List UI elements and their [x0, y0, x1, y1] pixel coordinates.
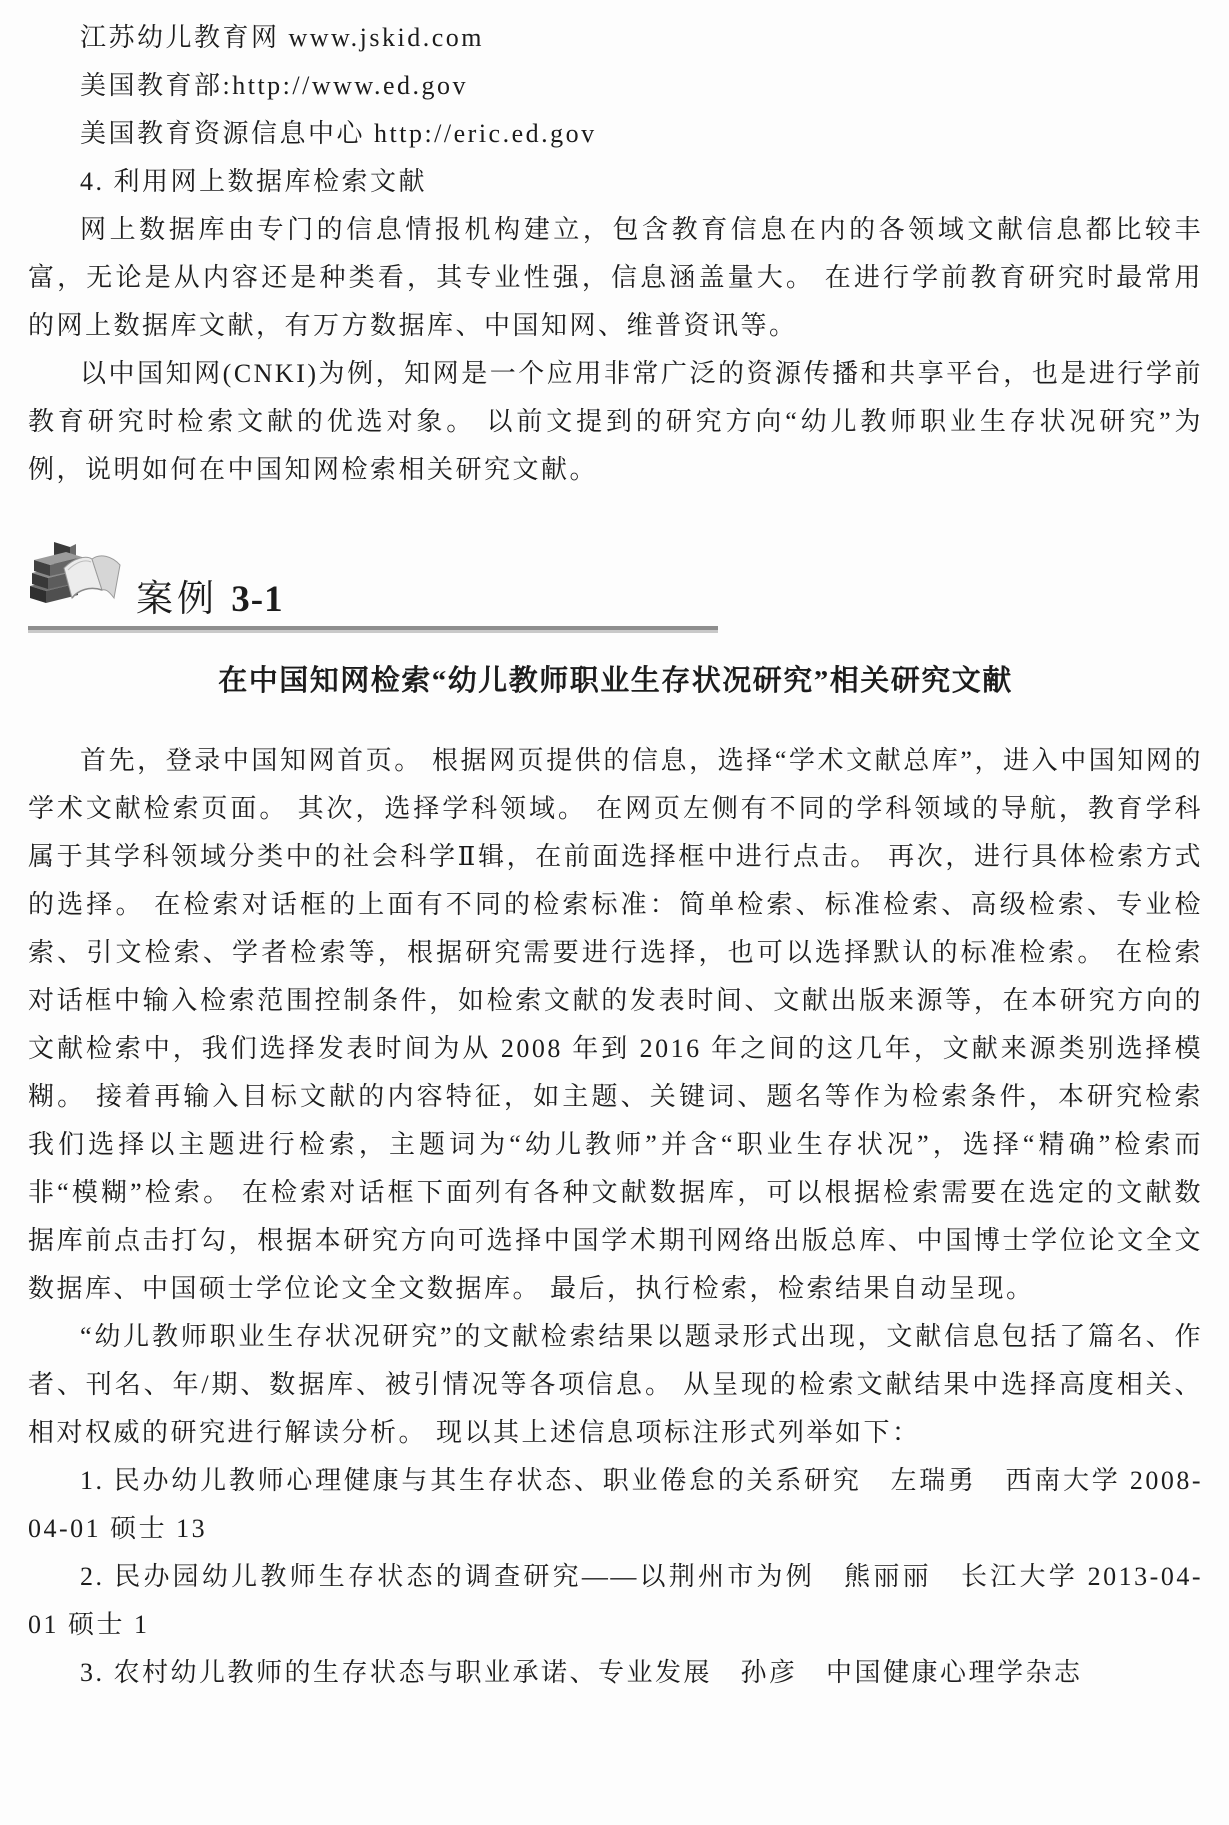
resource-link-line: 美国教育部:http://www.ed.gov: [80, 71, 469, 100]
case-divider-rule: [28, 626, 718, 633]
case-title: 在中国知网检索“幼儿教师职业生存状况研究”相关研究文献: [218, 665, 1013, 697]
case-paragraph: 首先，登录中国知网首页。 根据网页提供的信息，选择“学术文献总库”，进入中国知网的学术文献检索页面。 其次，选择学科领域。 在网页左侧有不同的学科领域的导航，教育学科属于其学科领域分类中的社会科学Ⅱ辑，在前面选择框中进行点击。 再次，进行具体检索方式的选择。 在检索对话框的上面有不同的检索标准：简单检索、标准检索、高级检索、专业检索、引文检索、学者检索等，根据研究需要进行选择，也可以选择默认的标准检索。 在检索对话框中输入检索范围控制条件，如检索文献的发表时间、文献出版来源等，在本研究方向的文献检索中，我们选择发表时间为从 2008 年到 2016 年之间的这几年，文献来源类别选择模糊。 接着再输入目标文献的内容特征，如主题、关键词、题名等作为检索条件，本研究检索我们选择以主题进行检索，主题词为“幼儿教师”并含“职业生存状况”，选择“精确”检索而非“模糊”检索。 在检索对话框下面列有各种文献数据库，可以根据检索需要在选定的文献数据库前点击打勾，根据本研究方向可选择中国学术期刊网络出版总库、中国博士学位论文全文数据库、中国硕士学位论文全文数据库。 最后，执行检索，检索结果自动呈现。: [28, 746, 1203, 1303]
section-paragraph: 网上数据库由专门的信息情报机构建立，包含教育信息在内的各领域文献信息都比较丰富，无论是从内容还是种类看，其专业性强，信息涵盖量大。 在进行学前教育研究时最常用的网上数据库文献，有万方数据库、中国知网、维普资讯等。: [28, 215, 1203, 340]
case-paragraph: “幼儿教师职业生存状况研究”的文献检索结果以题录形式出现，文献信息包括了篇名、作者、刊名、年/期、数据库、被引情况等各项信息。 从呈现的检索文献结果中选择高度相关、相对权威的研究进行解读分析。 现以其上述信息项标注形式列举如下：: [28, 1322, 1203, 1447]
books-icon: [28, 540, 122, 622]
section-paragraph: 以中国知网(CNKI)为例，知网是一个应用非常广泛的资源传播和共享平台，也是进行学前教育研究时检索文献的优选对象。 以前文提到的研究方向“幼儿教师职业生存状况研究”为例，说明如何在中国知网检索相关研究文献。: [28, 359, 1203, 484]
result-item: 1. 民办幼儿教师心理健康与其生存状态、职业倦怠的关系研究 左瑞勇 西南大学 2008-04-01 硕士 13: [28, 1466, 1203, 1543]
section-heading: 4. 利用网上数据库检索文献: [80, 167, 428, 196]
case-label: [136, 580, 284, 622]
resource-link-line: 美国教育资源信息中心 http://eric.ed.gov: [80, 119, 597, 148]
case-label-number: 3-1: [231, 579, 284, 620]
result-item: 2. 民办园幼儿教师生存状态的调查研究——以荆州市为例 熊丽丽 长江大学 2013-04-01 硕士 1: [28, 1562, 1203, 1639]
result-item: 3. 农村幼儿教师的生存状态与职业承诺、专业发展 孙彦 中国健康心理学杂志: [80, 1658, 1083, 1687]
resource-link-line: 江苏幼儿教育网 www.jskid.com: [80, 23, 484, 52]
case-header: [28, 558, 1203, 622]
case-label-text: 案例: [136, 579, 218, 620]
resource-links: [28, 14, 1203, 158]
